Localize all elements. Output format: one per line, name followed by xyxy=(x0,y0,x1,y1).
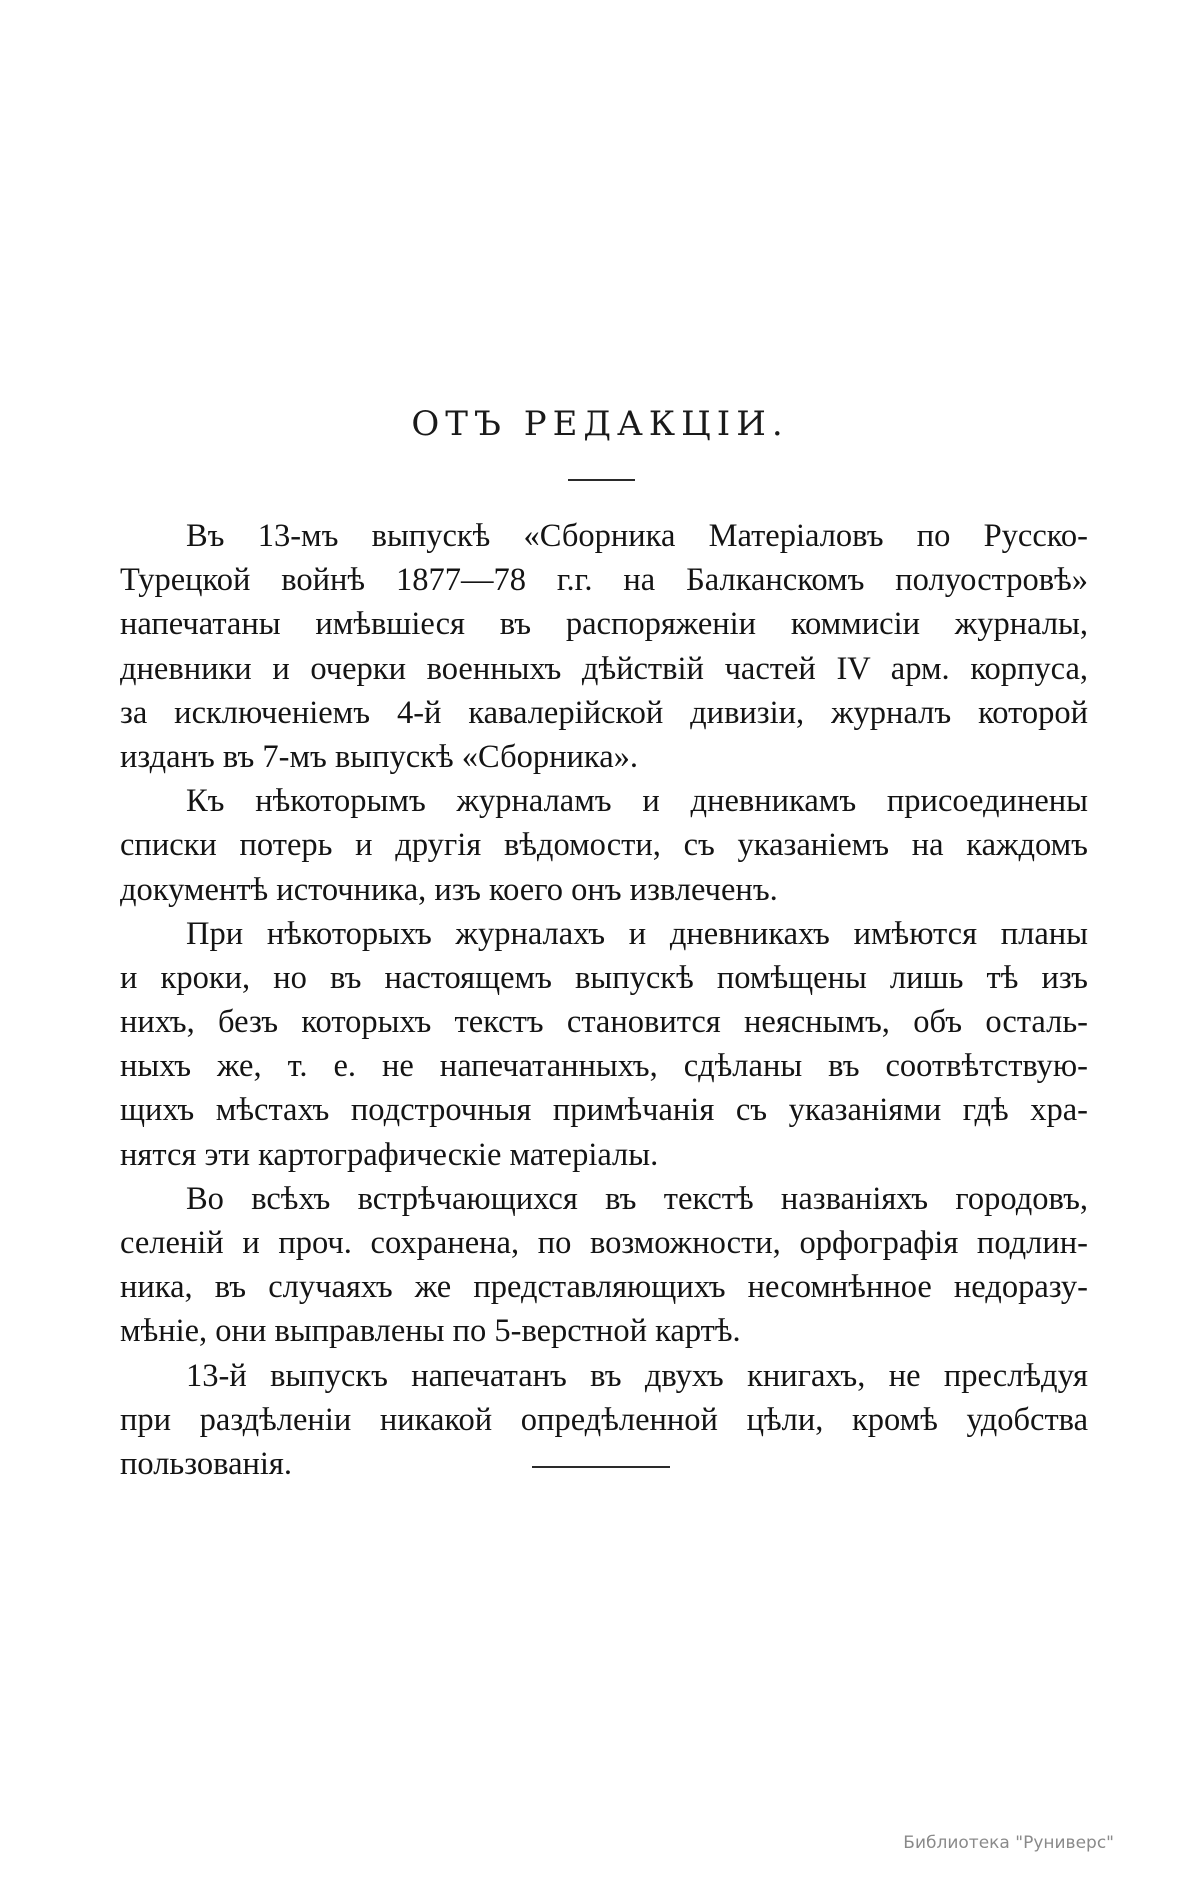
text-line: пользованія. xyxy=(120,1445,292,1482)
text-line: Въ 13-мъ выпускѣ «Сборника Матеріаловъ по Русско- xyxy=(186,518,1088,554)
text-line: напечатаны имѣвшіеся въ распоряженіи коммисіи журналы, xyxy=(120,606,1088,643)
text-line: Къ нѣкоторымъ журналамъ и дневникамъ присоединены xyxy=(186,783,1088,820)
text-line: селеній и проч. сохранена, по возможности, орфографія подлин- xyxy=(120,1225,1088,1261)
end-rule xyxy=(532,1466,670,1468)
body-text xyxy=(120,514,1088,1486)
text-line: нятся эти картографическіе матеріалы. xyxy=(120,1136,659,1173)
text-line: списки потерь и другія вѣдомости, съ указаніемъ на каждомъ xyxy=(120,827,1088,864)
paragraph-1 xyxy=(120,514,1088,779)
text-line: Во всѣхъ встрѣчающихся въ текстѣ названіяхъ городовъ, xyxy=(186,1180,1088,1217)
text-line: дневники и очерки военныхъ дѣйствій частей IV арм. корпуса, xyxy=(120,650,1088,687)
text-line: При нѣкоторыхъ журналахъ и дневникахъ имѣются планы xyxy=(186,915,1088,952)
text-line: ника, въ случаяхъ же представляющихъ несомнѣнное недоразу- xyxy=(120,1269,1088,1306)
text-line: изданъ въ 7-мъ выпускѣ «Сборника». xyxy=(120,738,639,775)
text-line: документѣ источника, изъ коего онъ извлеченъ. xyxy=(120,871,778,908)
text-line: ныхъ же, т. е. не напечатанныхъ, сдѣланы въ соотвѣтствую- xyxy=(120,1048,1088,1085)
text-line: и кроки, но въ настоящемъ выпускѣ помѣщены лишь тѣ изъ xyxy=(120,959,1088,996)
text-line: 13-й выпускъ напечатанъ въ двухъ книгахъ, не преслѣдуя xyxy=(186,1357,1088,1394)
paragraph-2 xyxy=(120,779,1088,912)
library-watermark: Библиотека "Руниверс" xyxy=(903,1833,1114,1853)
paragraph-4 xyxy=(120,1177,1088,1354)
text-line: щихъ мѣстахъ подстрочныя примѣчанія съ указаніями гдѣ хра- xyxy=(120,1092,1088,1129)
text-line: мѣніе, они выправлены по 5-верстной картѣ. xyxy=(120,1313,741,1350)
text-line: Турецкой войнѣ 1877—78 г.г. на Балканскомъ полуостровѣ» xyxy=(120,562,1088,599)
text-line: при раздѣленіи никакой опредѣленной цѣли, кромѣ удобства xyxy=(120,1401,1088,1438)
text-line: нихъ, безъ которыхъ текстъ становится неяснымъ, объ осталь- xyxy=(120,1004,1088,1041)
title-underline-rule xyxy=(568,479,635,481)
page-title: ОТЪ РЕДАКЦІИ. xyxy=(411,404,789,444)
text-line: за исключеніемъ 4-й кавалерійской дивизіи, журналъ которой xyxy=(120,694,1088,731)
paragraph-3 xyxy=(120,912,1088,1177)
